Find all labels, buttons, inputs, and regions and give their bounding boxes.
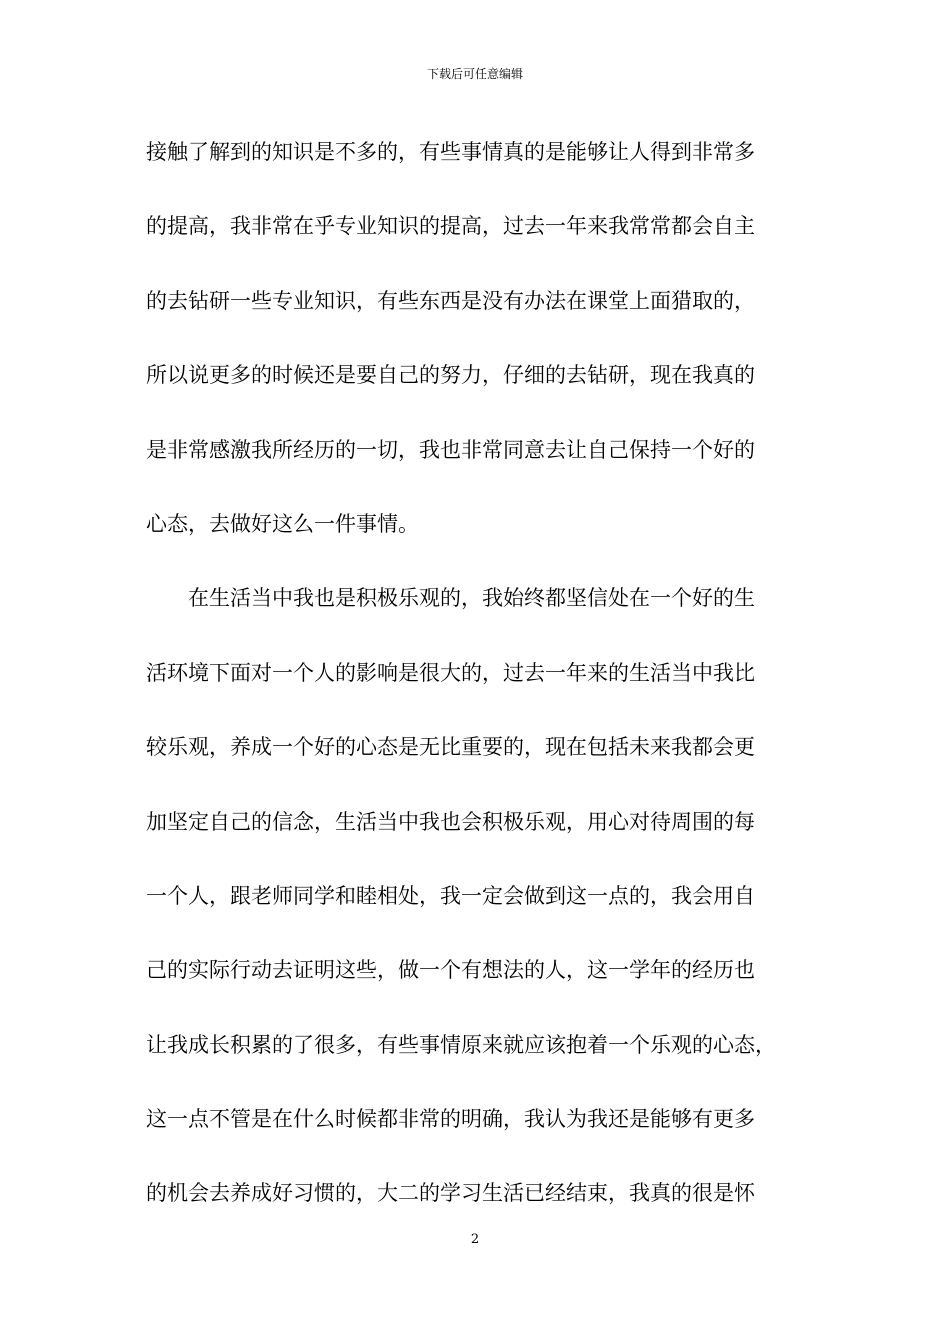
text-line: 较乐观，养成一个好的心态是无比重要的，现在包括未来我都会更 xyxy=(146,735,755,760)
page-header: 下载后可任意编辑 xyxy=(426,67,523,81)
text-line: 这一点不管是在什么时候都非常的明确，我认为我还是能够有更多 xyxy=(146,1107,755,1132)
text-line: 让我成长积累的了很多，有些事情原来就应该抱着一个乐观的心态， xyxy=(146,1032,776,1057)
text-line: 的提高，我非常在乎专业知识的提高，过去一年来我常常都会自主 xyxy=(146,214,755,239)
text-line: 心态，去做好这么一件事情。 xyxy=(146,511,419,536)
document-body xyxy=(146,128,826,1244)
text-line: 己的实际行动去证明这些，做一个有想法的人，这一学年的经历也 xyxy=(146,958,755,983)
text-line: 一个人，跟老师同学和睦相处，我一定会做到这一点的，我会用自 xyxy=(146,883,755,908)
text-line: 加坚定自己的信念，生活当中我也会积极乐观，用心对待周围的每 xyxy=(146,809,755,834)
text-line: 接触了解到的知识是不多的，有些事情真的是能够让人得到非常多 xyxy=(146,140,755,164)
text-line: 活环境下面对一个人的影响是很大的，过去一年来的生活当中我比 xyxy=(146,660,755,685)
text-line: 是非常感激我所经历的一切，我也非常同意去让自己保持一个好的 xyxy=(146,437,755,462)
text-line: 所以说更多的时候还是要自己的努力，仔细的去钻研，现在我真的 xyxy=(146,363,755,388)
text-line: 的去钻研一些专业知识，有些东西是没有办法在课堂上面猎取的， xyxy=(146,288,755,313)
text-line: 在生活当中我也是积极乐观的，我始终都坚信处在一个好的生 xyxy=(188,586,755,611)
text-line: 的机会去养成好习惯的，大二的学习生活已经结束，我真的很是怀 xyxy=(146,1181,755,1206)
page-number: 2 xyxy=(470,1232,480,1247)
